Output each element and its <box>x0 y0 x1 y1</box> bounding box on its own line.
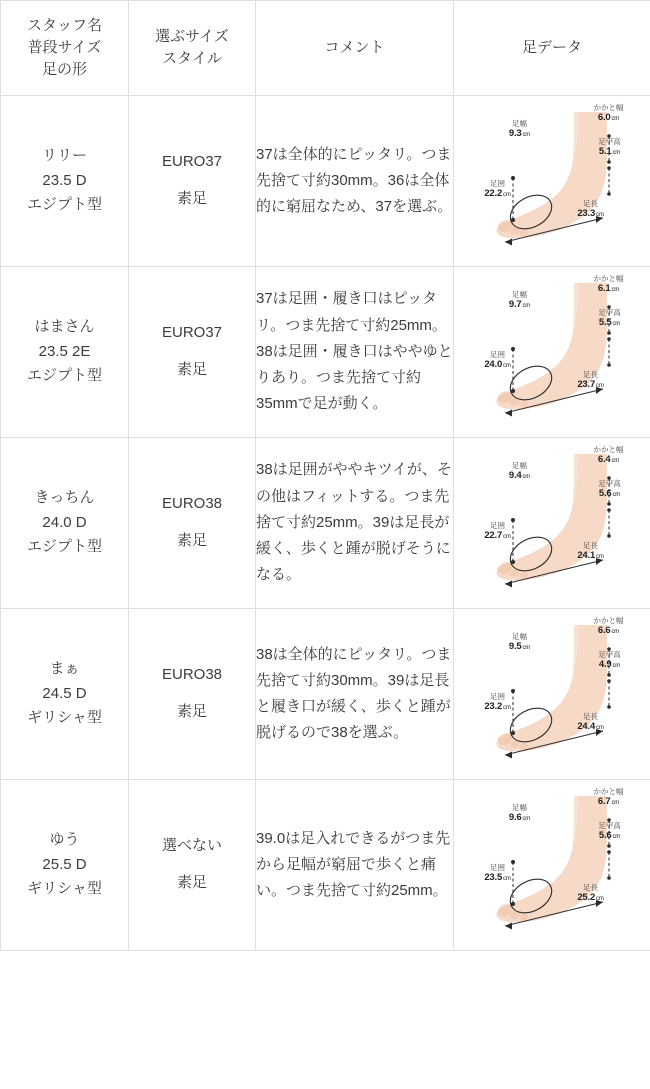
foot-girth-measure-value: 22.7 <box>484 529 503 541</box>
staff-name: はまさん <box>34 317 95 335</box>
instep-height-measure <box>585 480 635 500</box>
foot-girth-measure-label: 足囲 <box>490 521 505 530</box>
foot-girth-measure-label: 足囲 <box>490 692 505 701</box>
foot-width-measure <box>499 633 541 653</box>
staff-usual-size: 23.5 D <box>42 171 87 189</box>
foot-girth-measure <box>477 522 519 542</box>
foot-length-measure-value: 23.7 <box>577 378 596 390</box>
foot-data-cell <box>454 780 650 951</box>
staff-usual-size: 24.0 D <box>42 513 87 531</box>
instep-height-measure-label: 足甲高 <box>598 308 621 317</box>
instep-height-measure-value: 4.9 <box>598 658 612 670</box>
staff-usual-size: 24.5 D <box>42 684 87 702</box>
foot-length-measure-unit: cm <box>596 382 604 389</box>
foot-width-measure-value: 9.3 <box>508 127 522 139</box>
heel-width-measure <box>581 617 637 637</box>
foot-width-measure <box>499 462 541 482</box>
instep-height-measure-value: 5.6 <box>598 829 612 841</box>
staff-name: まぁ <box>49 659 80 677</box>
foot-length-measure-label: 足長 <box>583 883 598 892</box>
staff-name: きっちん <box>34 488 95 506</box>
instep-height-measure-unit: cm <box>612 662 621 669</box>
instep-height-measure-value: 5.1 <box>598 145 612 157</box>
staff-foot-shape: ギリシャ型 <box>27 880 102 898</box>
chosen-size: EURO38 <box>161 666 223 684</box>
table-row <box>1 267 650 438</box>
foot-width-measure-label: 足幅 <box>512 290 527 299</box>
foot-width-measure-value: 9.7 <box>508 298 522 310</box>
foot-data-cell <box>454 267 650 438</box>
foot-length-measure-label: 足長 <box>583 199 598 208</box>
staff-usual-size: 25.5 D <box>42 855 87 873</box>
heel-width-measure-unit: cm <box>611 628 620 635</box>
chosen-size-cell <box>129 780 256 951</box>
staff-cell <box>1 438 129 609</box>
instep-height-measure-label: 足甲高 <box>598 137 621 146</box>
heel-width-measure-label: かかと幅 <box>593 616 624 625</box>
foot-length-measure-value: 23.3 <box>577 207 596 219</box>
instep-height-measure-label: 足甲高 <box>598 650 621 659</box>
heel-width-measure-unit: cm <box>611 115 620 122</box>
foot-length-measure-label: 足長 <box>583 370 598 379</box>
comment-cell: 38は足囲がややキツイが、その他はフィットする。つま先捨て寸約25mm。39は足長が緩く、歩くと踵が脱げそうになる。 <box>256 438 454 609</box>
foot-length-measure-unit: cm <box>596 553 604 560</box>
instep-height-measure-value: 5.6 <box>598 487 612 499</box>
heel-width-measure-label: かかと幅 <box>593 445 624 454</box>
heel-width-measure-unit: cm <box>611 457 620 464</box>
instep-height-measure <box>585 138 635 158</box>
chosen-size: EURO38 <box>161 495 223 513</box>
foot-girth-measure-label: 足囲 <box>490 863 505 872</box>
heel-width-measure-unit: cm <box>611 799 620 806</box>
foot-width-measure-unit: cm <box>522 644 531 651</box>
foot-length-measure-label: 足長 <box>583 541 598 550</box>
header-footdata-line-1: 足データ <box>521 39 582 57</box>
wearing-style: 素足 <box>176 703 207 720</box>
instep-height-measure-label: 足甲高 <box>598 821 621 830</box>
foot-data-cell <box>454 609 650 780</box>
foot-girth-measure-label: 足囲 <box>490 350 505 359</box>
comment-cell: 39.0は足入れできるがつま先から足幅が窮屈で歩くと痛い。つま先捨て寸約25mm。 <box>256 780 454 951</box>
wearing-style: 素足 <box>176 874 207 891</box>
heel-width-measure-value: 6.0 <box>597 111 611 123</box>
comment-cell: 37は足囲・履き口はピッタリ。つま先捨て寸約25mm。38は足囲・履き口はややゆとりあり。つま先捨て寸約35mmで足が動く。 <box>256 267 454 438</box>
instep-height-measure <box>585 309 635 329</box>
foot-girth-measure-unit: cm <box>503 533 511 540</box>
foot-girth-measure-unit: cm <box>503 704 511 711</box>
comment-cell: 37は全体的にピッタリ。つま先捨て寸約30mm。36は全体的に窮屈なため、37を選ぶ。 <box>256 96 454 267</box>
foot-width-measure-label: 足幅 <box>512 632 527 641</box>
instep-height-measure-unit: cm <box>612 320 621 327</box>
chosen-size: 選べない <box>161 837 222 855</box>
foot-width-measure-unit: cm <box>522 302 531 309</box>
staff-foot-shape: エジプト型 <box>26 367 102 385</box>
comment-cell: 38は全体的にピッタリ。つま先捨て寸約30mm。39は足長と履き口が緩く、歩くと踵が脱げるので38を選ぶ。 <box>256 609 454 780</box>
foot-length-measure <box>563 371 619 391</box>
foot-girth-measure <box>477 180 519 200</box>
instep-height-measure-unit: cm <box>612 491 621 498</box>
foot-girth-measure-label: 足囲 <box>490 179 505 188</box>
foot-data-cell <box>454 438 650 609</box>
header-comment-line-1: コメント <box>324 39 385 57</box>
foot-length-measure-unit: cm <box>596 211 604 218</box>
foot-data-figure <box>455 609 650 779</box>
header-size-line-2: スタイル <box>162 50 222 67</box>
heel-width-measure-unit: cm <box>611 286 620 293</box>
instep-height-measure-unit: cm <box>612 149 621 156</box>
header-comment <box>256 1 454 96</box>
foot-girth-measure-unit: cm <box>503 362 511 369</box>
heel-width-measure-label: かかと幅 <box>593 787 624 796</box>
foot-girth-measure-value: 23.2 <box>484 700 503 712</box>
header-size-line-1: 選ぶサイズ <box>155 28 229 46</box>
staff-foot-shape: エジプト型 <box>26 538 102 556</box>
foot-girth-measure-unit: cm <box>503 191 511 198</box>
foot-width-measure-unit: cm <box>522 473 531 480</box>
foot-width-measure <box>499 291 541 311</box>
staff-cell <box>1 609 129 780</box>
header-staff-line-3: 足の形 <box>41 60 87 78</box>
chosen-size-cell <box>129 267 256 438</box>
staff-name: ゆう <box>49 830 80 848</box>
chosen-size: EURO37 <box>161 324 223 342</box>
foot-girth-measure <box>477 351 519 371</box>
staff-cell <box>1 96 129 267</box>
foot-girth-measure <box>477 864 519 884</box>
foot-length-measure <box>563 713 619 733</box>
instep-height-measure-label: 足甲高 <box>598 479 621 488</box>
heel-width-measure-value: 6.6 <box>597 624 611 636</box>
foot-data-figure <box>455 96 650 266</box>
header-size <box>129 1 256 96</box>
table-row <box>1 609 650 780</box>
chosen-size-cell <box>129 609 256 780</box>
table-header-row <box>1 1 650 96</box>
foot-data-figure <box>455 438 650 608</box>
table-row <box>1 96 650 267</box>
foot-data-figure <box>455 267 650 437</box>
foot-length-measure-value: 25.2 <box>577 891 596 903</box>
staff-name: リリー <box>41 146 87 164</box>
foot-width-measure-label: 足幅 <box>512 119 527 128</box>
wearing-style: 素足 <box>176 532 207 549</box>
foot-width-measure-value: 9.5 <box>508 640 522 652</box>
foot-data-cell <box>454 96 650 267</box>
heel-width-measure <box>581 788 637 808</box>
foot-width-measure <box>499 804 541 824</box>
foot-length-measure-value: 24.4 <box>577 720 596 732</box>
foot-girth-measure-value: 22.2 <box>484 187 503 199</box>
foot-length-measure-unit: cm <box>596 724 604 731</box>
foot-length-measure <box>563 542 619 562</box>
heel-width-measure-label: かかと幅 <box>593 274 624 283</box>
header-staff-line-2: 普段サイズ <box>27 39 102 57</box>
table-row <box>1 780 650 951</box>
heel-width-measure <box>581 446 637 466</box>
table-body <box>1 96 650 951</box>
wearing-style: 素足 <box>176 361 207 378</box>
foot-girth-measure-unit: cm <box>503 875 511 882</box>
staff-usual-size: 23.5 2E <box>38 342 91 360</box>
staff-foot-shape: エジプト型 <box>26 196 102 214</box>
foot-width-measure-unit: cm <box>522 815 531 822</box>
staff-foot-shape: ギリシャ型 <box>27 709 102 727</box>
chosen-size-cell <box>129 438 256 609</box>
foot-width-measure <box>499 120 541 140</box>
heel-width-measure <box>581 104 637 124</box>
chosen-size: EURO37 <box>161 153 223 171</box>
instep-height-measure <box>585 822 635 842</box>
instep-height-measure-value: 5.5 <box>598 316 612 328</box>
foot-length-measure-label: 足長 <box>583 712 598 721</box>
heel-width-measure-value: 6.4 <box>597 453 611 465</box>
foot-length-measure <box>563 200 619 220</box>
foot-girth-measure-value: 23.5 <box>484 871 503 883</box>
instep-height-measure-unit: cm <box>612 833 621 840</box>
chosen-size-cell <box>129 96 256 267</box>
header-staff-line-1: スタッフ名 <box>26 17 102 35</box>
heel-width-measure-value: 6.7 <box>597 795 611 807</box>
foot-length-measure <box>563 884 619 904</box>
foot-width-measure-value: 9.6 <box>508 811 522 823</box>
foot-width-measure-unit: cm <box>522 131 531 138</box>
staff-cell <box>1 780 129 951</box>
foot-data-figure <box>455 780 650 950</box>
header-footdata <box>454 1 650 96</box>
foot-length-measure-unit: cm <box>596 895 604 902</box>
heel-width-measure-label: かかと幅 <box>593 103 624 112</box>
foot-width-measure-label: 足幅 <box>512 461 527 470</box>
foot-length-measure-value: 24.1 <box>577 549 596 561</box>
wearing-style: 素足 <box>176 190 207 207</box>
heel-width-measure <box>581 275 637 295</box>
header-staff <box>1 1 129 96</box>
foot-girth-measure-value: 24.0 <box>484 358 503 370</box>
heel-width-measure-value: 6.1 <box>597 282 611 294</box>
foot-width-measure-value: 9.4 <box>508 469 522 481</box>
table-row <box>1 438 650 609</box>
staff-cell <box>1 267 129 438</box>
foot-girth-measure <box>477 693 519 713</box>
foot-width-measure-label: 足幅 <box>512 803 527 812</box>
instep-height-measure <box>585 651 635 671</box>
